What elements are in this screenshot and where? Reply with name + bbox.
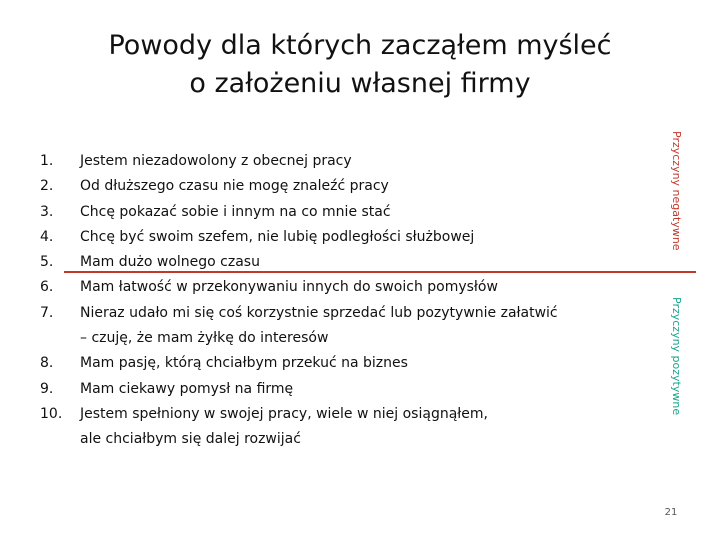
slide-title	[40, 27, 680, 103]
list-item-text-line: Mam dużo wolnego czasu	[80, 254, 260, 271]
list-item-text-line: ale chciałbym się dalej rozwijać	[80, 431, 301, 448]
list-item-number: 2.	[40, 178, 54, 195]
list-item-number: 4.	[40, 228, 54, 245]
list-item-text	[80, 149, 640, 174]
list-item-text	[80, 225, 640, 250]
list-item	[40, 225, 640, 250]
list-item-number: 7.	[40, 304, 54, 321]
list-item-text	[80, 301, 640, 352]
list-item-number: 8.	[40, 355, 54, 372]
list-item-text-line: Chcę pokazać sobie i innym na co mnie stać	[80, 203, 391, 220]
list-item-number: 6.	[40, 279, 54, 296]
reasons-list	[40, 149, 640, 453]
list-item-text-line: – czuję, że mam żyłkę do interesów	[80, 330, 329, 347]
list-item	[40, 351, 640, 376]
list-item-number: 5.	[40, 254, 54, 271]
list-item-text	[80, 275, 640, 300]
list-item-text-line: Jestem spełniony w swojej pracy, wiele w niej osiągnąłem,	[80, 405, 488, 422]
section-divider	[64, 271, 696, 273]
list-item-number: 9.	[40, 380, 54, 397]
list-item	[40, 275, 640, 300]
side-label-negative: Przyczyny negatywne	[670, 131, 683, 251]
list-item-text	[80, 377, 640, 402]
list-item-text-line: Mam łatwość w przekonywaniu innych do swoich pomysłów	[80, 279, 498, 296]
list-item	[40, 174, 640, 199]
list-item-number: 3.	[40, 203, 54, 220]
title-line-2: o założeniu własnej firmy	[189, 68, 531, 99]
list-item-text-line: Chcę być swoim szefem, nie lubię podległości służbowej	[80, 228, 475, 245]
list-item-text	[80, 351, 640, 376]
list-item-number: 1.	[40, 153, 54, 169]
list-item-text-line: Nieraz udało mi się coś korzystnie sprzedać lub pozytywnie załatwić	[80, 304, 558, 321]
list-item	[40, 149, 640, 174]
list-item	[40, 402, 640, 453]
title-line-1: Powody dla których zacząłem myśleć	[108, 30, 612, 61]
list-item-text-line: Mam pasję, którą chciałbym przekuć na biznes	[80, 355, 408, 372]
page-number: 21	[664, 507, 678, 518]
list-item-text	[80, 200, 640, 225]
list-item-text	[80, 174, 640, 199]
list-item	[40, 301, 640, 352]
list-item-text-line: Mam ciekawy pomysł na firmę	[80, 380, 294, 397]
list-item	[40, 377, 640, 402]
list-item-number: 10.	[40, 405, 63, 422]
list-item-text-line: Od dłuższego czasu nie mogę znaleźć pracy	[80, 178, 389, 195]
side-label-positive: Przyczyny pozytywne	[670, 297, 683, 416]
list-item	[40, 200, 640, 225]
list-item-text	[80, 402, 640, 453]
list-item-text-line: Jestem niezadowolony z obecnej pracy	[80, 153, 352, 169]
